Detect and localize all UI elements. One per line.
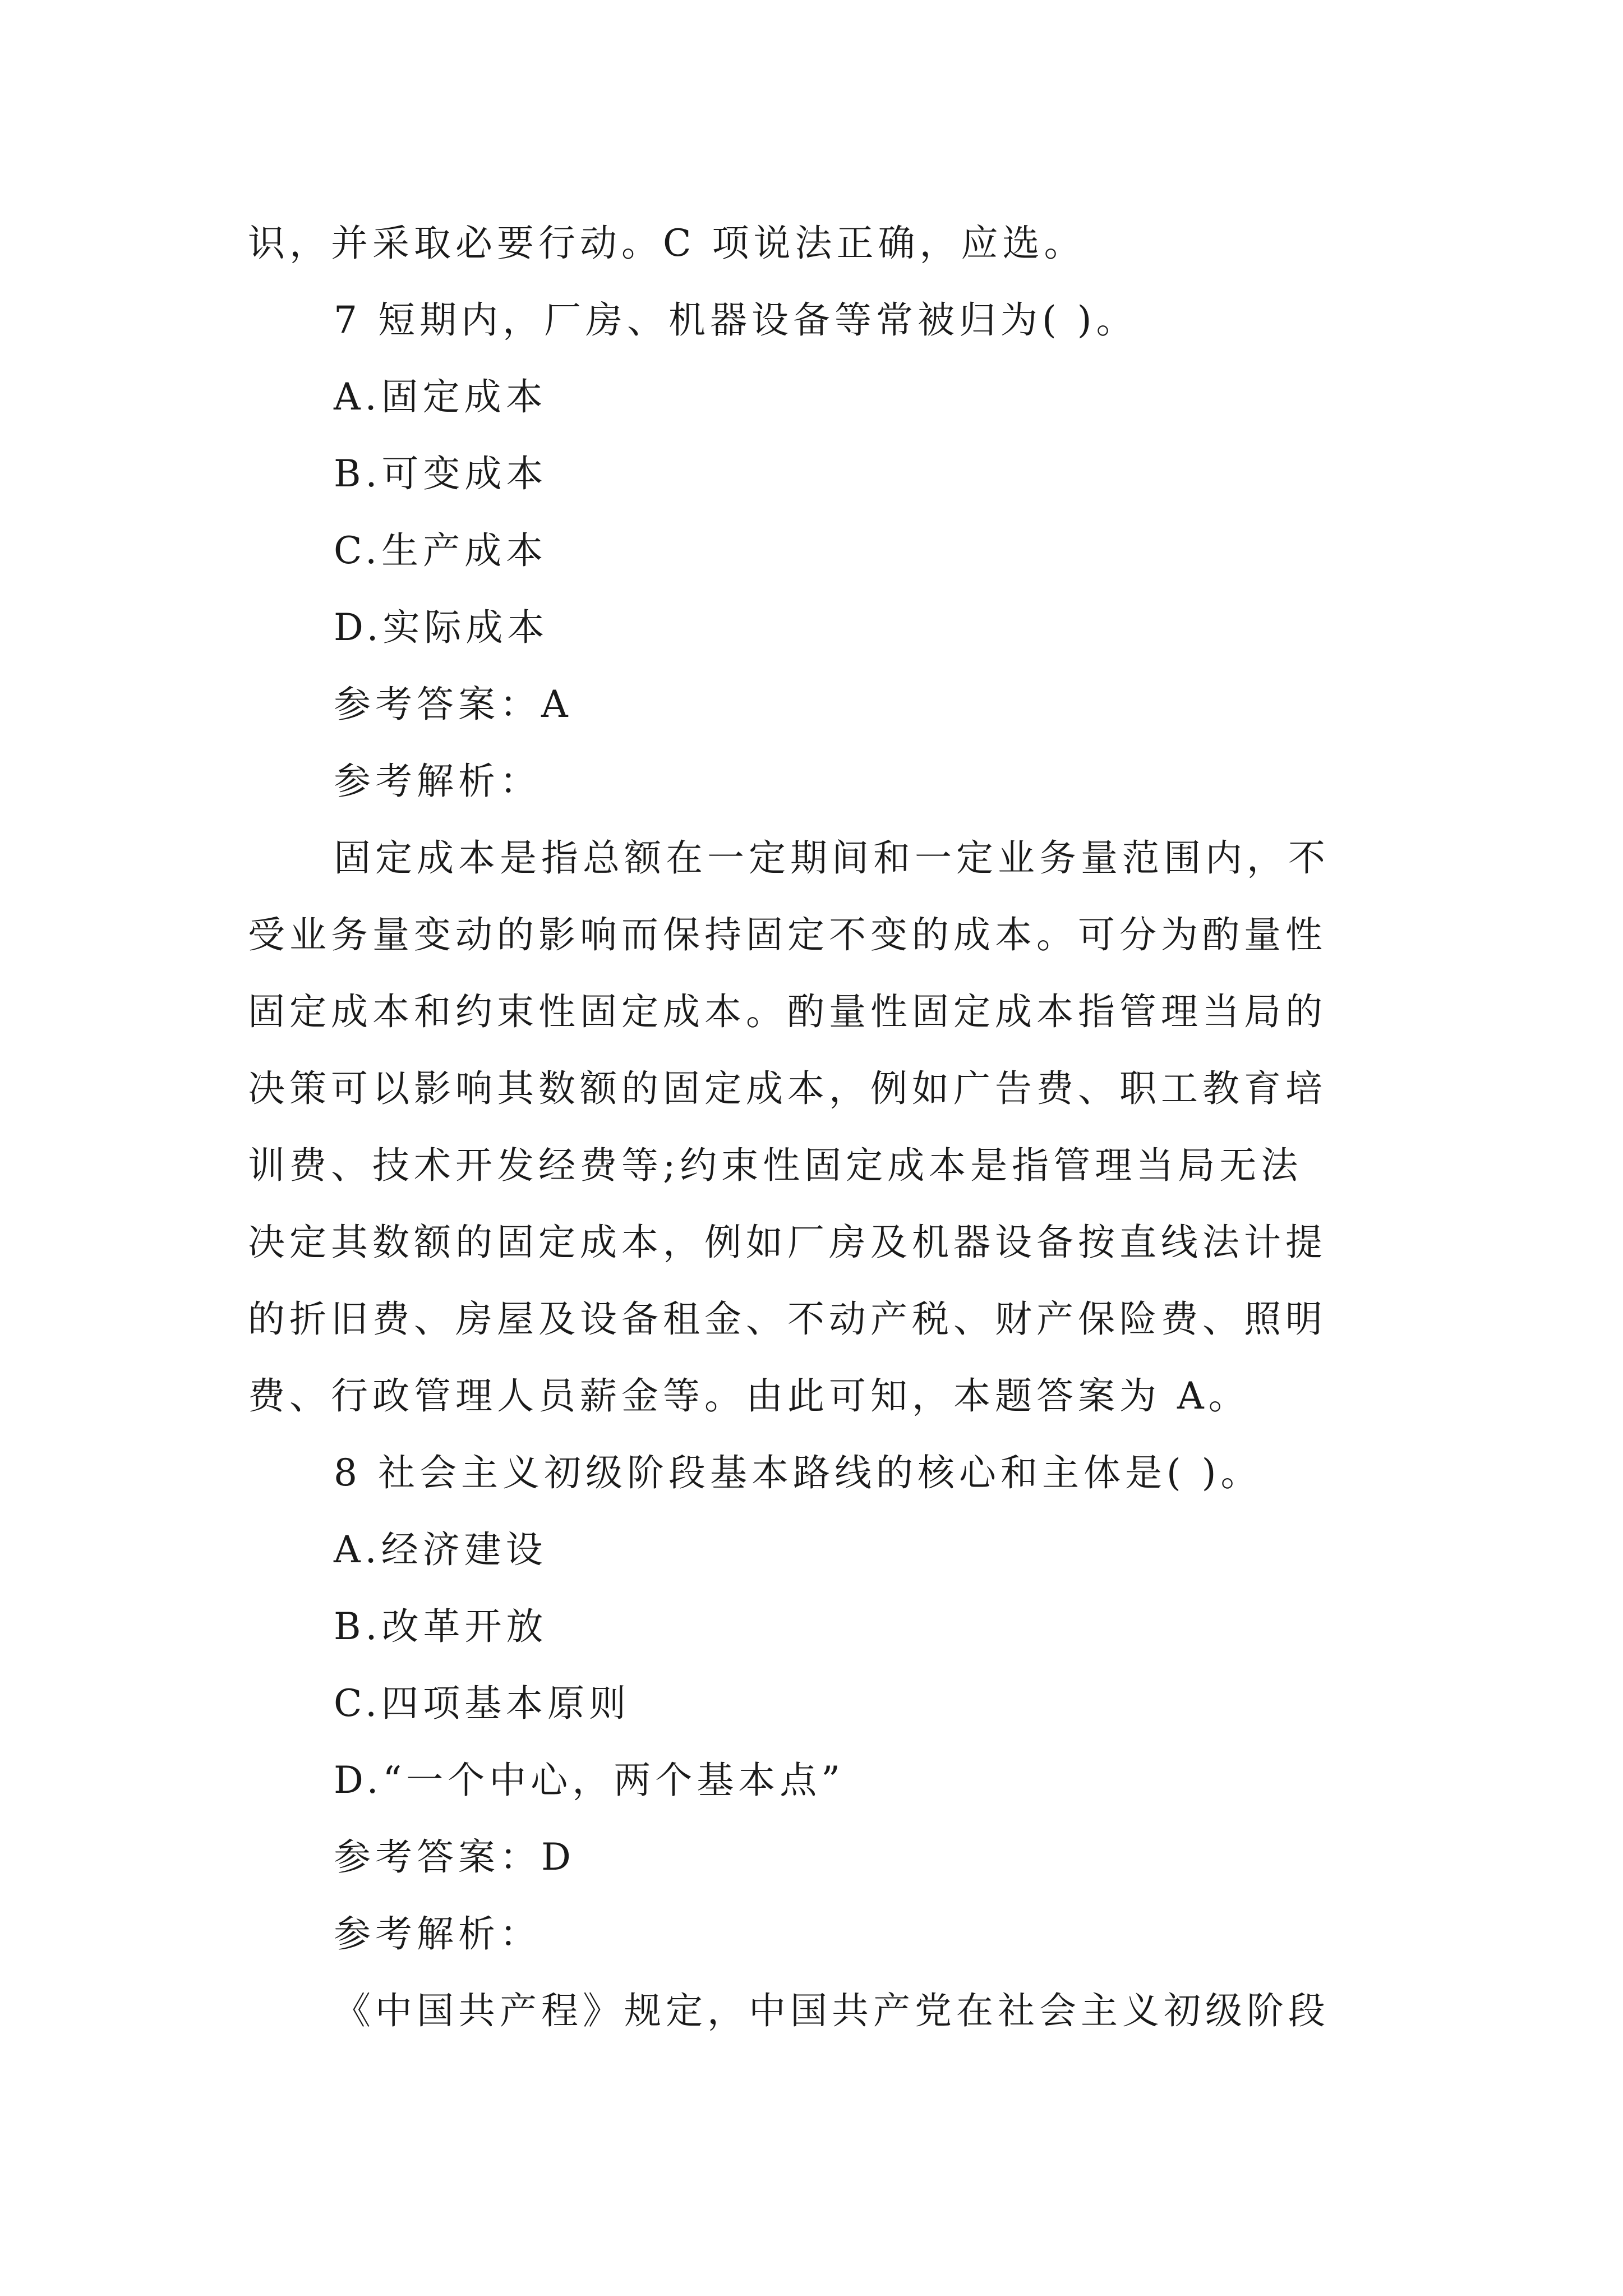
analysis-paragraph-line: 受业务量变动的影响而保持固定不变的成本。可分为酌量性 bbox=[248, 913, 1327, 956]
question-8-option-b: B.改革开放 bbox=[334, 1605, 548, 1648]
document-body bbox=[248, 205, 1381, 2049]
question-7-answer: 参考答案：A bbox=[334, 683, 573, 726]
question-7-stem: 7 短期内，厂房、机器设备等常被归为( )。 bbox=[334, 298, 1138, 342]
question-7-option-c: C.生产成本 bbox=[334, 529, 548, 572]
question-7-option-d: D.实际成本 bbox=[334, 606, 549, 649]
analysis-paragraph-line: 费、行政管理人员薪金等。由此可知，本题答案为 A。 bbox=[248, 1374, 1250, 1418]
question-7-option-a: A.固定成本 bbox=[334, 375, 547, 418]
analysis-paragraph-line: 固定成本是指总额在一定期间和一定业务量范围内，不 bbox=[334, 836, 1330, 880]
analysis-paragraph-line: 的折旧费、房屋及设备租金、不动产税、财产保险费、照明 bbox=[248, 1297, 1327, 1341]
analysis-paragraph-line: 训费、技术开发经费等;约束性固定成本是指管理当局无法 bbox=[248, 1144, 1303, 1187]
question-7-analysis-label: 参考解析： bbox=[334, 760, 541, 803]
analysis-paragraph-line: 决策可以影响其数额的固定成本，例如广告费、职工教育培 bbox=[248, 1067, 1327, 1110]
question-8-option-a: A.经济建设 bbox=[334, 1528, 547, 1571]
question-8-option-d: D.“一个中心，两个基本点” bbox=[334, 1759, 845, 1802]
question-8-stem: 8 社会主义初级阶段基本路线的核心和主体是( )。 bbox=[334, 1451, 1262, 1494]
analysis-paragraph-line: 固定成本和约束性固定成本。酌量性固定成本指管理当局的 bbox=[248, 990, 1327, 1033]
analysis-paragraph-line: 《中国共产程》规定，中国共产党在社会主义初级阶段 bbox=[334, 1989, 1330, 2032]
text-line: 识，并采取必要行动。C 项说法正确，应选。 bbox=[248, 222, 1086, 265]
question-8-answer: 参考答案：D bbox=[334, 1835, 575, 1879]
question-8-analysis-label: 参考解析： bbox=[334, 1912, 541, 1955]
question-7-option-b: B.可变成本 bbox=[334, 452, 548, 495]
analysis-paragraph-line: 决定其数额的固定成本，例如厂房及机器设备按直线法计提 bbox=[248, 1221, 1327, 1264]
question-8-option-c: C.四项基本原则 bbox=[334, 1682, 631, 1725]
